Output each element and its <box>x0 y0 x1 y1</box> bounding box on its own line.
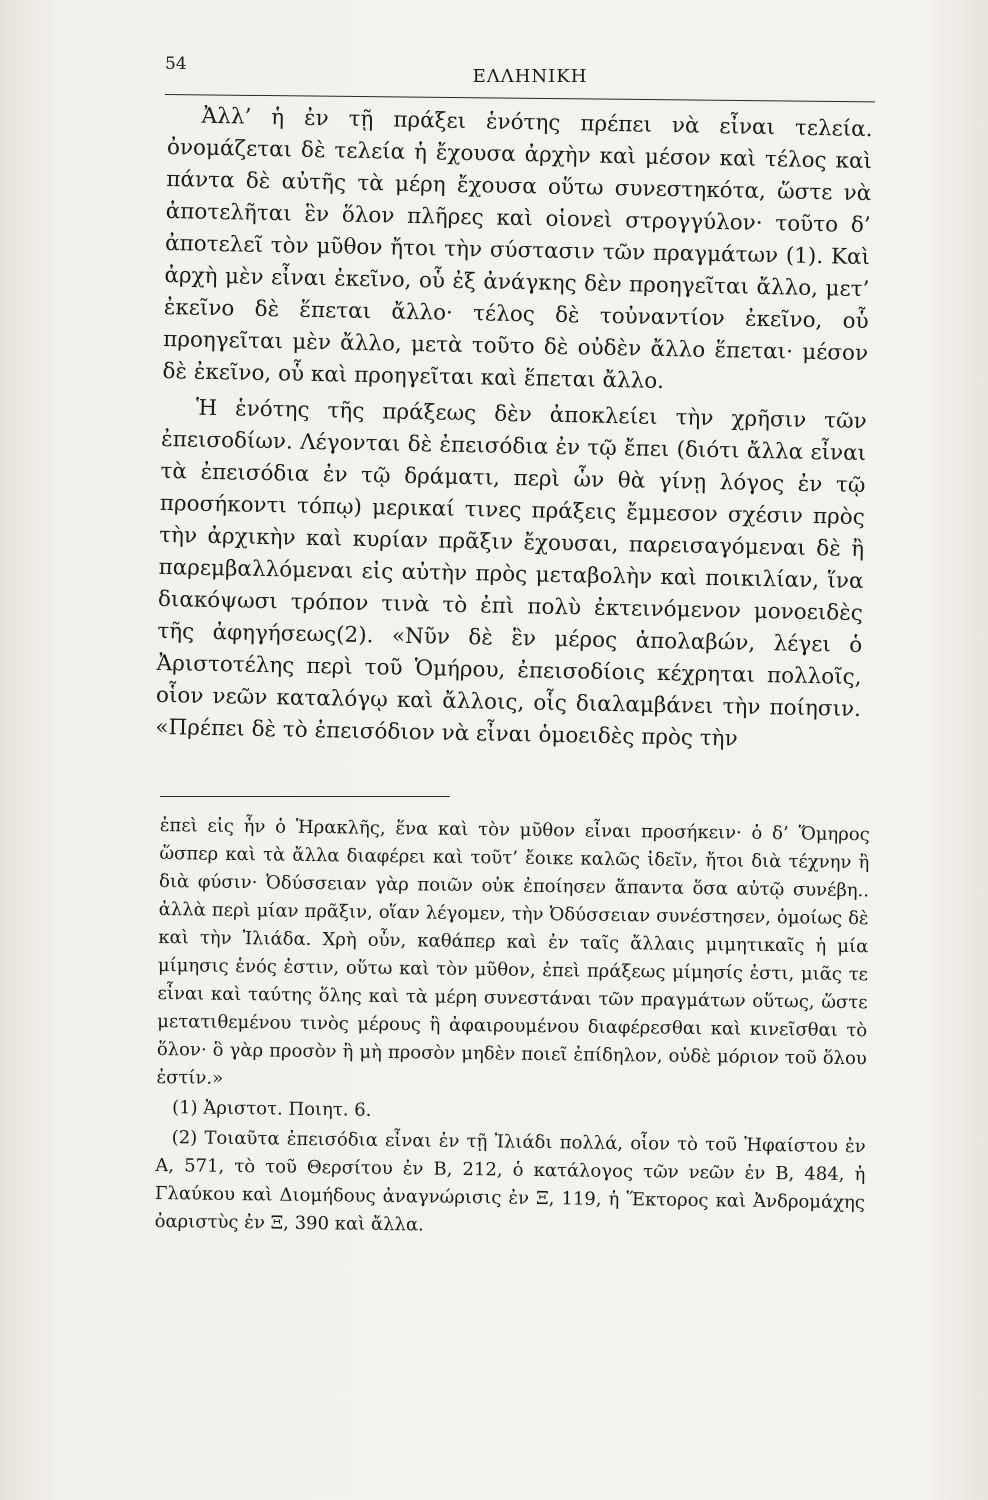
continued-footnote: ἐπεὶ εἰς ἦν ὁ Ἡρακλῆς, ἕνα καὶ τὸν μῦθον εἶναι προσήκειν· ὁ δ’ Ὅμηρος ὥσπερ καὶ τὰ ἄλλα διαφέρει καὶ τοῦτ’ ἔοικε καλῶς ἰδεῖν, ἤτοι διὰ τέχνην ἢ διὰ φύσιν· Ὀδύσσειαν γὰρ ποιῶν οὐκ ἐποίησεν ἅπαντα ὅσα αὐτῷ συνέβη.. ἀλλὰ περὶ μίαν πρᾶξιν, οἵαν λέγομεν, τὴν Ὀδύσσειαν συνέστησεν, ὁμοίως δὲ καὶ τὴν Ἰλιάδα. Χρὴ οὖν, καθάπερ καὶ ἐν ταῖς ἄλλαις μιμητικαῖς ἡ μία μίμησις ἑνός ἐστιν, οὕτω καὶ τὸν μῦθον, ἐπεὶ πράξεως μίμησίς ἐστι, μιᾶς τε εἶναι καὶ ταύτης ὅλης καὶ τὰ μέρη συνεστάναι τῶν πραγμάτων οὕτως, ὥστε μετατιθεμένου τινὸς μέρους ἢ ἀφαιρουμένου διαφέρεσθαι καὶ κινεῖσθαι τὸ ὅλον· ὃ γὰρ προσὸν ἢ μὴ προσὸν μηδὲν ποιεῖ ἐπίδηλον, οὐδὲ μόριον τοῦ ὅλου ἐστίν.» <box>156 814 870 1089</box>
page-header <box>165 48 875 88</box>
footnote-separator <box>160 796 450 797</box>
main-text <box>155 100 873 758</box>
footnote-2: (2) Τοιαῦτα ἐπεισόδια εἶναι ἐν τῇ Ἰλιάδι πολλά, οἷον τὸ τοῦ Ἡφαίστου ἐν Α, 571, τὸ τοῦ Θερσίτου ἐν Β, 212, ὁ κατάλογος τῶν νεῶν ἐν Β, 484, ἡ Γλαύκου καὶ Διομήδους ἀναγνώρισις ἐν Ξ, 119, ἡ Ἕκτορος καὶ Ἀνδρομάχης ὀαριστὺς ἐν Ξ, 390 καὶ ἄλλα. <box>154 1127 866 1236</box>
body-paragraph: Ἀλλ’ ἡ ἐν τῇ πράξει ἑνότης πρέπει νὰ εἶναι τελεία. ὀνομάζεται δὲ τελεία ἡ ἔχουσα ἀρχὴν καὶ μέσον καὶ τέλος καὶ πάντα δὲ αὐτῆς τὰ μέρη ἔχουσα οὕτω συνεστηκότα, ὥστε νὰ ἀποτελῆται ἓν ὅλον πλῆρες καὶ οἱονεὶ στρογγύλον· τοῦτο δ’ ἀποτελεῖ τὸν μῦθον ἤτοι τὴν σύστασιν τῶν πραγμάτων (1). Καὶ ἀρχὴ μὲν εἶναι ἐκεῖνο, οὗ ἐξ ἀνάγκης δὲν προηγεῖται ἄλλο, μετ’ ἐκεῖνο δὲ ἕπεται ἄλλο· τέλος δὲ τοὐναντίον ἐκεῖνο, οὗ προηγεῖται μὲν ἄλλο, μετὰ τοῦτο δὲ οὐδὲν ἄλλο ἕπεται· μέσον δὲ ἐκεῖνο, οὗ καὶ προηγεῖται καὶ ἕπεται ἄλλο. <box>162 103 873 395</box>
page-number: 54 <box>165 54 187 74</box>
footnote-1: (1) Ἀριστοτ. Ποιητ. 6. <box>171 1097 372 1121</box>
running-title: ΕΛΛΗΝΙΚΗ <box>472 66 588 87</box>
body-paragraph: Ἡ ἑνότης τῆς πράξεως δὲν ἀποκλείει τὴν χρῆσιν τῶν ἐπεισοδίων. Λέγονται δὲ ἐπεισόδια ἐν τῷ ἔπει (διότι ἄλλα εἶναι τὰ ἐπεισόδια ἐν τῷ δράματι, περὶ ὧν θὰ γίνῃ λόγος ἐν τῷ προσήκοντι τόπῳ) μερικαί τινες πράξεις ἔμμεσον σχέσιν πρὸς τὴν ἀρχικὴν καὶ κυρίαν πρᾶξιν ἔχουσαι, παρεισαγόμεναι δὲ ἢ παρεμβαλλόμεναι εἰς αὐτὴν πρὸς μεταβολὴν καὶ ποικιλίαν, ἵνα διακόψωσι τρόπον τινὰ τὸ ἐπὶ πολὺ ἐκτεινόμενον μονοειδὲς τῆς ἀφηγήσεως(2). «Νῦν δὲ ἓν μέρος ἀπολαβών, λέγει ὁ Ἀριστοτέλης περὶ τοῦ Ὁμήρου, ἐπεισοδίοις κέχρηται πολλοῖς, οἷον νεῶν καταλόγῳ καὶ ἄλλοις, οἷς διαλαμβάνει τὴν ποίησιν. «Πρέπει δὲ τὸ ἐπεισόδιον νὰ εἶναι ὁμοειδὲς πρὸς τὴν <box>155 395 867 752</box>
footnotes-block <box>154 812 869 1245</box>
